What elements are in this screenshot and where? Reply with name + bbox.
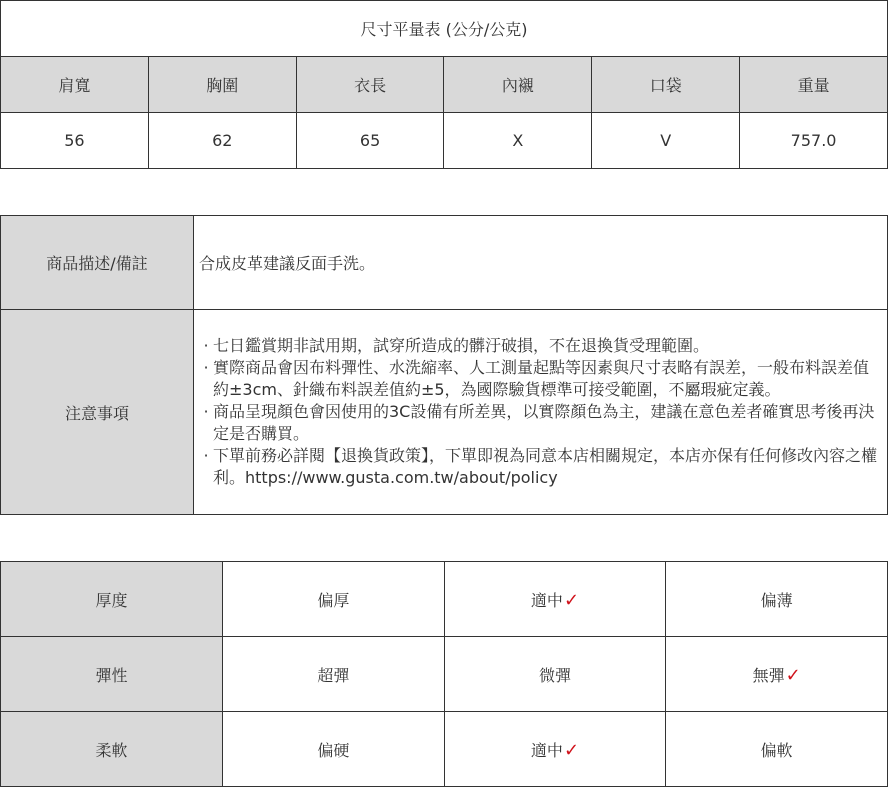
feel-option bbox=[444, 637, 666, 712]
option-text: 適中 bbox=[530, 590, 563, 610]
size-header-chest: 胸圍 bbox=[148, 57, 296, 113]
bullet-icon: · bbox=[203, 446, 209, 465]
size-header-row bbox=[1, 57, 888, 113]
note-item bbox=[199, 335, 877, 357]
notes-row bbox=[1, 310, 888, 515]
size-header-length: 衣長 bbox=[296, 57, 444, 113]
description-table bbox=[0, 215, 888, 515]
size-header-weight: 重量 bbox=[740, 57, 888, 113]
note-item bbox=[199, 357, 877, 401]
option-text: 微彈 bbox=[538, 665, 571, 685]
size-value-length: 65 bbox=[296, 113, 444, 169]
size-header-lining: 內襯 bbox=[444, 57, 592, 113]
note-text: 七日鑑賞期非試用期，試穿所造成的髒汙破損，不在退換貨受理範圍。 bbox=[213, 336, 710, 355]
feel-option bbox=[444, 712, 666, 787]
checkmark-icon: ✓ bbox=[563, 589, 580, 611]
feel-option bbox=[223, 712, 445, 787]
size-value-lining: X bbox=[444, 113, 592, 169]
checkmark-icon: ✓ bbox=[785, 664, 801, 686]
bullet-icon: · bbox=[203, 402, 209, 421]
option-text: 適中 bbox=[530, 740, 563, 760]
bullet-icon: · bbox=[203, 358, 209, 377]
size-value-shoulder: 56 bbox=[1, 113, 149, 169]
checkmark-icon: ✓ bbox=[563, 739, 580, 761]
size-value-pocket: V bbox=[592, 113, 740, 169]
notes-content bbox=[194, 310, 888, 515]
feel-option bbox=[223, 637, 445, 712]
size-value-chest: 62 bbox=[148, 113, 296, 169]
feel-option bbox=[223, 562, 445, 637]
option-text: 超彈 bbox=[317, 665, 350, 685]
bullet-icon: · bbox=[203, 336, 209, 355]
size-table bbox=[0, 0, 888, 169]
note-text: 實際商品會因布料彈性、水洗縮率、人工測量起點等因素與尺寸表略有誤差，一般布料誤差值約±3cm、針織布料誤差值約±5，為國際驗貨標準可接受範圍，不屬瑕疵定義。 bbox=[213, 358, 870, 399]
size-table-title: 尺寸平量表 (公分/公克) bbox=[1, 1, 888, 57]
feel-option bbox=[444, 562, 666, 637]
option-text: 偏薄 bbox=[760, 590, 793, 610]
softness-label: 柔軟 bbox=[1, 712, 223, 787]
size-header-pocket: 口袋 bbox=[592, 57, 740, 113]
note-text: 下單前務必詳閱【退換貨政策】，下單即視為同意本店相關規定，本店亦保有任何修改內容之權利。https://www.gusta.com.tw/about/policy bbox=[213, 446, 878, 487]
size-header-shoulder: 肩寬 bbox=[1, 57, 149, 113]
note-item bbox=[199, 401, 877, 445]
elasticity-label: 彈性 bbox=[1, 637, 223, 712]
note-item bbox=[199, 445, 877, 489]
feel-option bbox=[666, 562, 888, 637]
option-text: 偏硬 bbox=[317, 740, 350, 760]
option-text: 偏厚 bbox=[317, 590, 350, 610]
notes-label: 注意事項 bbox=[1, 310, 194, 515]
size-value-weight: 757.0 bbox=[740, 113, 888, 169]
feel-option bbox=[666, 712, 888, 787]
option-text: 無彈 bbox=[752, 665, 785, 685]
feel-option bbox=[666, 637, 888, 712]
size-value-row bbox=[1, 113, 888, 169]
thickness-label: 厚度 bbox=[1, 562, 223, 637]
description-row bbox=[1, 216, 888, 310]
elasticity-row bbox=[1, 637, 888, 712]
description-label: 商品描述/備註 bbox=[1, 216, 194, 310]
option-text: 偏軟 bbox=[760, 740, 793, 760]
note-text: 商品呈現顏色會因使用的3C設備有所差異，以實際顏色為主，建議在意色差者確實思考後再決定是否購買。 bbox=[213, 402, 875, 443]
description-text: 合成皮革建議反面手洗。 bbox=[194, 216, 888, 310]
thickness-row bbox=[1, 562, 888, 637]
softness-row bbox=[1, 712, 888, 787]
fabric-feel-table bbox=[0, 561, 888, 787]
